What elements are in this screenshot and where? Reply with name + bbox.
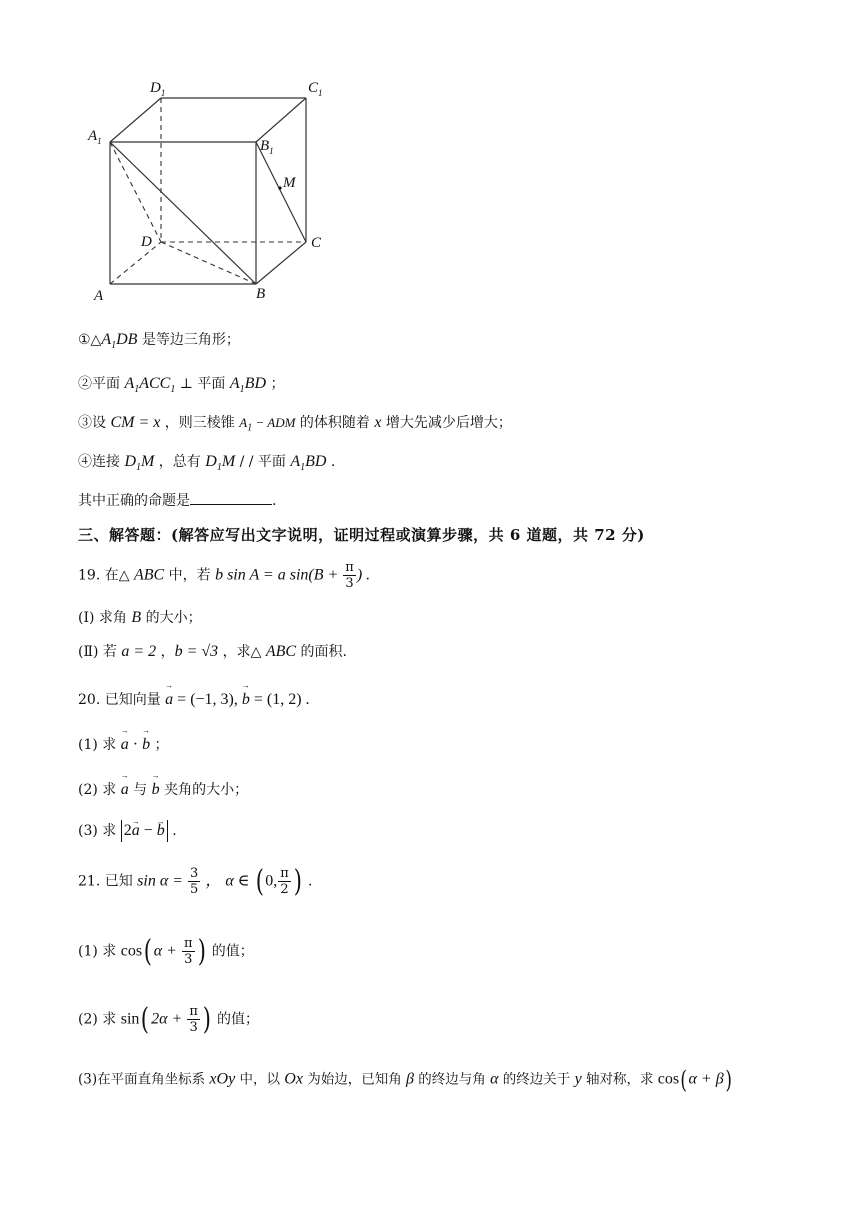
answer-line: 其中正确的命题是 . xyxy=(78,493,277,509)
question-20-part-2: (2) 求 → a 与 → b 夹角的大小； xyxy=(78,780,248,799)
question-19-part-2: (Ⅱ) 若 a = 2 ，b = √3 ，求△ ABC 的面积. xyxy=(78,643,347,660)
question-21-part-1: (1) 求 cos( α + $\frac{\pi}{3}$ ) 的值； xyxy=(78,933,254,969)
proposition-1: $①\triangle A_1DB$ 是等边三角形； xyxy=(78,331,240,352)
answer-blank[interactable] xyxy=(190,494,272,505)
label-B: B xyxy=(256,286,266,302)
label-A: A xyxy=(94,288,104,304)
question-21: 21. 已知 sin α = $\frac{3}{5}$ ， α ∈ ( 0, $\frac{\pi}{2}$ ) . xyxy=(78,863,313,899)
label-C1: $C_1$ xyxy=(308,80,323,98)
question-19: 19. 在△ ABC 中，若 b sin A = a sin(B + $\frac{\pi}{3}$ ) . xyxy=(78,560,371,591)
label-D: D xyxy=(141,234,152,250)
label-D1: $D_1$ xyxy=(150,80,166,98)
proposition-2: ②平面 $A_1ACC_1$ ⊥ 平面 $A_1BD$ ； xyxy=(78,375,285,396)
question-19-part-1: (Ⅰ) 求角 B 的大小； xyxy=(78,609,202,626)
question-21-part-3: (3)在平面直角坐标系 xOy 中，以 Ox 为始边，已知角 β 的终边与角 α 的终边关于 y 轴对称，求 cos(α + β) xyxy=(78,1066,732,1094)
section-heading: 三、解答题：(解答应写出文字说明，证明过程或演算步骤，共 6 道题，共 72 分) xyxy=(78,526,645,544)
question-20: 20. 已知向量 → a = (−1, 3), → b = (1, 2) . xyxy=(78,690,310,709)
label-A1: $A_1$ xyxy=(88,128,102,146)
question-20-part-3: (3) 求 2→ a − → b . xyxy=(78,820,177,842)
cube-figure xyxy=(84,70,344,310)
proposition-3: ③设 CM = x ，则三棱锥 $A_1$ − ADM 的体积随着 x 增大先减少后增大； xyxy=(78,414,512,434)
label-B1: $B_1$ xyxy=(260,138,274,156)
question-21-part-2: (2) 求 sin( 2α + $\frac{\pi}{3}$ ) 的值； xyxy=(78,1001,260,1037)
label-C: C xyxy=(311,235,322,251)
label-M: M xyxy=(283,175,296,191)
question-20-part-1: (1) 求 → a · → b ； xyxy=(78,735,169,754)
proposition-4: ④连接 $D_1M$ ，总有 $D_1M$ / / 平面 $A_1BD$ . xyxy=(78,453,336,474)
